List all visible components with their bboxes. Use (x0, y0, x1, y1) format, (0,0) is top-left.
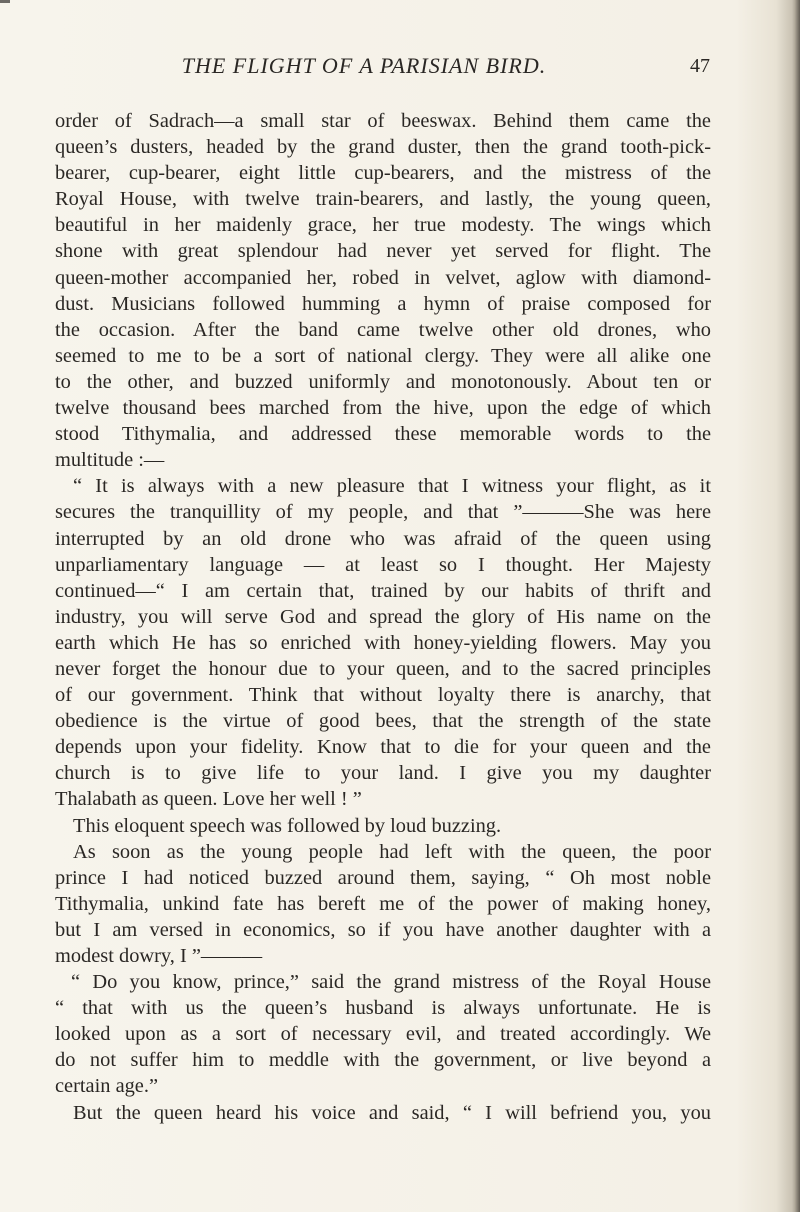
text-line: to the other, and buzzed uniformly and monotonously. About ten or (55, 370, 711, 393)
text-line: never forget the honour due to your queen, and to the sacred principles (55, 657, 711, 680)
text-line: shone with great splendour had never yet served for flight. The (55, 240, 711, 263)
text-line: “ Do you know, prince,” said the grand mistress of the Royal House (71, 971, 711, 994)
text-line: twelve thousand bees marched from the hive, upon the edge of which (55, 397, 711, 420)
text-line: certain age.” (55, 1075, 159, 1098)
text-line: unparliamentary language — at least so I thought. Her Majesty (55, 553, 711, 576)
text-line: But the queen heard his voice and said, “ I will befriend you, you (73, 1101, 711, 1124)
text-line: interrupted by an old drone who was afraid of the queen using (55, 527, 711, 550)
text-line: order of Sadrach—a small star of beeswax. Behind them came the (55, 110, 711, 132)
text-line: continued—“ I am certain that, trained by our habits of thrift and (55, 579, 711, 602)
text-line: As soon as the young people had left with the queen, the poor (73, 840, 711, 863)
text-line: dust. Musicians followed humming a hymn of praise composed for (55, 292, 711, 315)
text-line: the occasion. After the band came twelve other old drones, who (55, 318, 711, 341)
text-line: stood Tithymalia, and addressed these memorable words to the (55, 423, 711, 446)
text-line: depends upon your fidelity. Know that to die for your queen and the (55, 736, 711, 759)
text-line: queen-mother accompanied her, robed in velvet, aglow with diamond- (55, 266, 711, 289)
text-line: secures the tranquillity of my people, and that ”———She was here (55, 501, 711, 524)
text-line: church is to give life to your land. I give you my daughter (55, 762, 711, 785)
text-line: but I am versed in economics, so if you have another daughter with a (55, 918, 711, 941)
text-line: looked upon as a sort of necessary evil, and treated accordingly. We (55, 1023, 711, 1046)
text-line: prince I had noticed buzzed around them, saying, “ Oh most noble (55, 866, 711, 889)
text-line: queen’s dusters, headed by the grand duster, then the grand tooth-pick- (55, 136, 711, 159)
text-line: obedience is the virtue of good bees, that the strength of the state (55, 710, 711, 733)
text-line: multitude :— (55, 449, 165, 472)
page-edge-shadow (792, 0, 800, 1212)
text-line: “ It is always with a new pleasure that I witness your flight, as it (73, 475, 711, 498)
running-title: THE FLIGHT OF A PARISIAN BIRD. (181, 53, 547, 78)
text-line: Tithymalia, unkind fate has bereft me of the power of making honey, (55, 892, 711, 915)
scan-edge-mark (0, 0, 10, 3)
text-line: Thalabath as queen. Love her well ! ” (55, 788, 362, 811)
text-line: modest dowry, I ”——— (55, 945, 263, 967)
text-line: beautiful in her maidenly grace, her true modesty. The wings which (55, 214, 711, 237)
body-text (55, 108, 711, 1126)
text-line: industry, you will serve God and spread the glory of His name on the (55, 605, 711, 628)
text-line: earth which He has so enriched with honey-yielding flowers. May you (55, 631, 711, 654)
text-line: do not suffer him to meddle with the government, or live beyond a (55, 1049, 711, 1072)
text-line: seemed to me to be a sort of national clergy. They were all alike one (55, 344, 711, 367)
text-line: Royal House, with twelve train-bearers, and lastly, the young queen, (55, 188, 711, 211)
text-line: of our government. Think that without loyalty there is anarchy, that (55, 684, 711, 707)
text-line: bearer, cup-bearer, eight little cup-bearers, and the mistress of the (55, 162, 711, 185)
text-line: This eloquent speech was followed by loud buzzing. (73, 814, 502, 837)
text-line: “ that with us the queen’s husband is always unfortunate. He is (55, 997, 711, 1020)
page-number: 47 (690, 55, 710, 77)
page-header (55, 48, 710, 82)
